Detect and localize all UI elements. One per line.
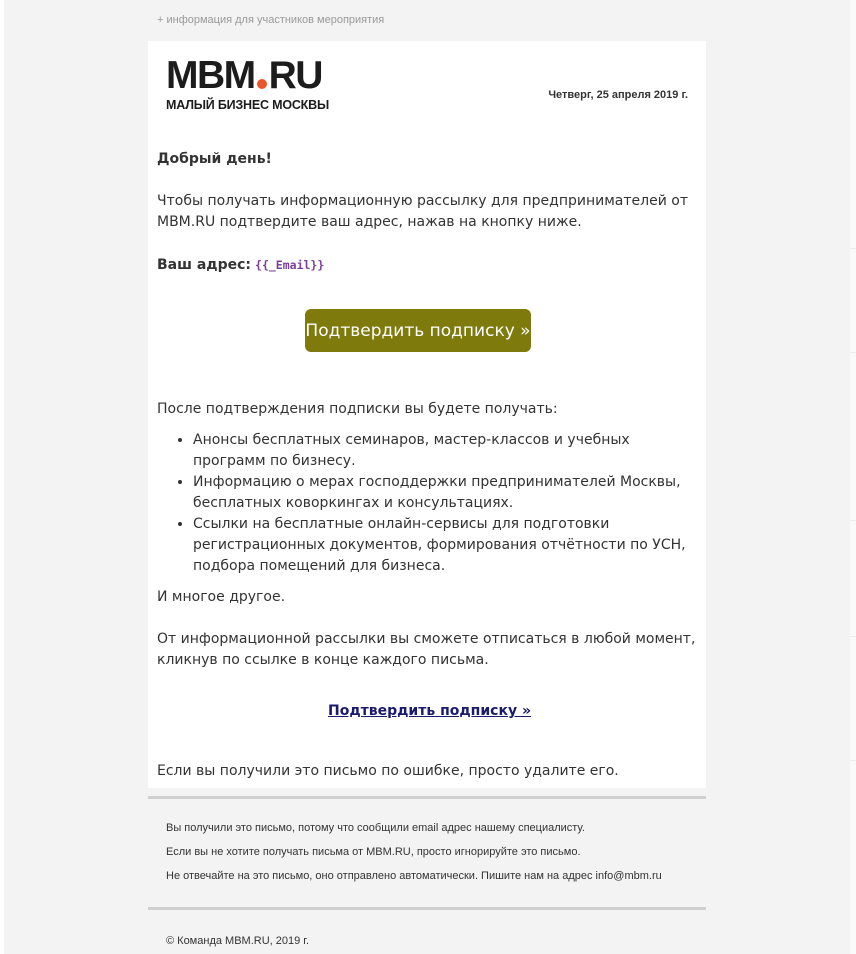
benefit-item: • Анонсы бесплатных семинаров, мастер-классов и учебных программ по бизнесу. bbox=[193, 430, 702, 472]
address-value: {{_Email}} bbox=[255, 258, 325, 272]
unsubscribe-note: От информационной рассылки вы сможете отписаться в любой момент, кликнув по ссылке в конце каждого письма. bbox=[157, 631, 696, 668]
more-text: И многое другое. bbox=[157, 589, 286, 605]
address-label: Ваш адрес: bbox=[157, 257, 252, 273]
intro-text: Чтобы получать информационную рассылку для предпринимателей от MBM.RU подтвердите ваш адрес, нажав на кнопку ниже. bbox=[157, 193, 688, 230]
logo-subtitle: МАЛЫЙ БИЗНЕС МОСКВЫ bbox=[166, 98, 329, 112]
footer-line-2: Если вы не хотите получать письма от MBM.RU, просто игнорируйте это письмо. bbox=[166, 846, 581, 858]
email-date: Четверг, 25 апреля 2019 г. bbox=[548, 89, 688, 101]
email-card bbox=[148, 41, 706, 788]
mistake-note: Если вы получили это письмо по ошибке, просто удалите его. bbox=[157, 763, 619, 779]
benefit-item: • Информацию о мерах господдержки предпринимателей Москвы, бесплатных коворкингах и консультациях. bbox=[193, 472, 702, 514]
preheader-link[interactable]: + информация для участников мероприятия bbox=[157, 14, 385, 26]
logo-dot-icon bbox=[257, 79, 267, 89]
logo-wordmark bbox=[166, 54, 329, 97]
mbm-logo[interactable] bbox=[166, 54, 329, 112]
address-line bbox=[157, 255, 324, 276]
footer-line-3: Не отвечайте на это письмо, оно отправлено автоматически. Пишите нам на адрес info@mbm.ru bbox=[166, 870, 662, 882]
logo-text-left: MBM bbox=[166, 54, 255, 97]
benefits-list bbox=[157, 430, 702, 577]
after-confirm-text: После подтверждения подписки вы будете получать: bbox=[157, 401, 558, 417]
confirm-subscription-link[interactable]: Подтвердить подписку » bbox=[327, 703, 531, 719]
footer-line-1: Вы получили это письмо, потому что сообщили email адрес нашему специалисту. bbox=[166, 822, 585, 834]
greeting: Добрый день! bbox=[157, 151, 272, 167]
footer-copyright: © Команда MBM.RU, 2019 г. bbox=[166, 935, 310, 947]
benefit-item: • Ссылки на бесплатные онлайн-сервисы для подготовки регистрационных документов, формирования отчётности по УСН, подбора помещений для бизнеса. bbox=[193, 514, 702, 577]
adjacent-pane-edge bbox=[850, 0, 856, 954]
footer-divider-top bbox=[148, 796, 706, 799]
confirm-subscription-button[interactable]: Подтвердить подписку » bbox=[305, 309, 531, 352]
footer-divider-bottom bbox=[148, 907, 706, 910]
logo-text-right: RU bbox=[268, 54, 322, 97]
